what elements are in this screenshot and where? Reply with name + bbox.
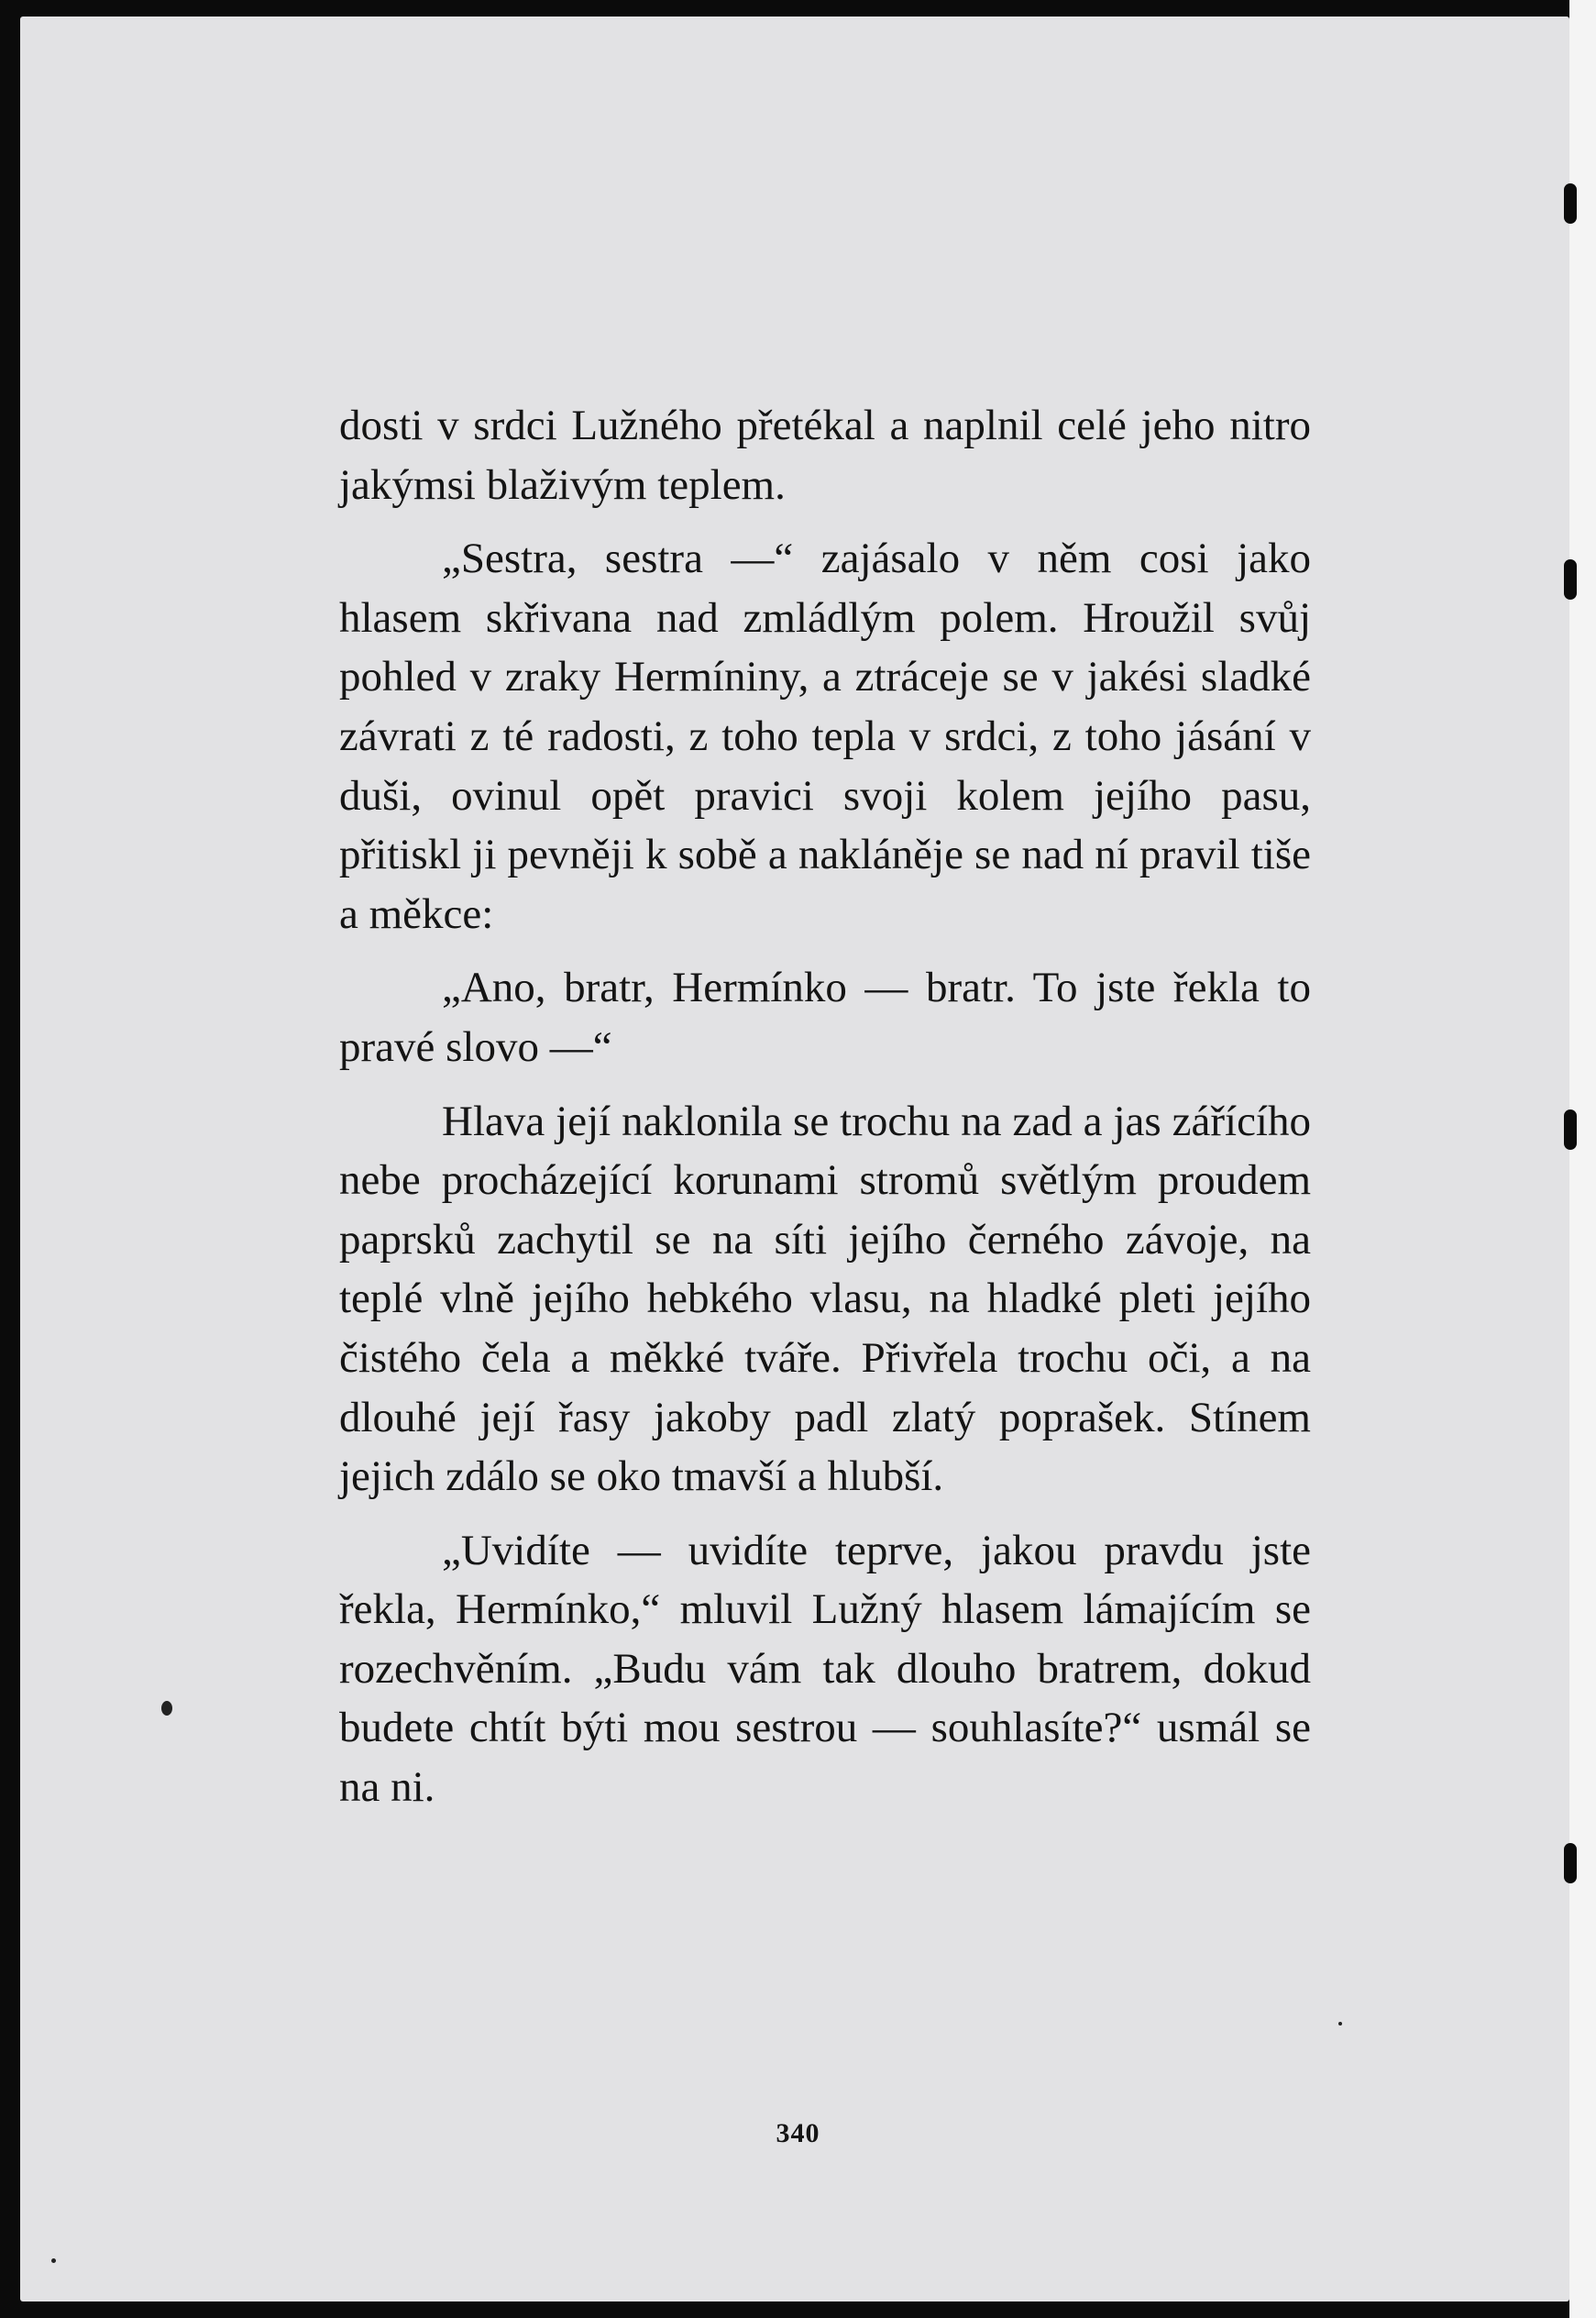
paragraph: „Ano, bratr, Hermínko — bratr. To jste řekla to pravé slovo —“: [339, 964, 1311, 1071]
binding-mark: [1564, 1843, 1577, 1883]
ink-speck: [51, 2258, 56, 2263]
binding-mark: [1564, 1109, 1577, 1150]
ink-speck: [161, 1701, 172, 1716]
paragraph: „Sestra, sestra —“ zajásalo v něm cosi jako hlasem skřivana nad zmládlým polem. Hroužil svůj pohled v zraky Hermíniny, a ztráceje se v jakési sladké závrati z té radosti, z toho tepla v srdci, z toho jásání v duši, ovinul opět pravici svoji kolem jejího pasu, přitiskl ji pevněji k sobě a nakláněje se nad ní pravil tiše a měkce:: [339, 535, 1311, 938]
binding-mark: [1564, 183, 1577, 224]
binding-mark: [1564, 559, 1577, 600]
ink-speck: [1338, 2022, 1342, 2025]
paragraph: Hlava její naklonila se trochu na zad a jas zářícího nebe procházející korunami stromů světlým proudem paprsků zachytil se na síti jejího černého závoje, na teplé vlně jejího hebkého vlasu, na hladké pleti jejího čistého čela a měkké tváře. Přivřela trochu oči, a na dlouhé její řasy jakoby padl zlatý poprašek. Stínem jejich zdálo se oko tmavší a hlubší.: [339, 1097, 1311, 1501]
body-text: [339, 396, 1311, 1832]
paragraph: „Uvidíte — uvidíte teprve, jakou pravdu jste řekla, Hermínko,“ mluvil Lužný hlasem lámajícím se rozechvěním. „Budu vám tak dlouho bratrem, dokud budete chtít býti mou sestrou — souhlasíte?“ usmál se na ni.: [339, 1526, 1311, 1812]
paragraph: dosti v srdci Lužného přetékal a naplnil celé jeho nitro jakýmsi blaživým teplem.: [339, 402, 1311, 509]
page-right-edge: [1569, 0, 1596, 2318]
page-number: 340: [776, 2118, 820, 2148]
